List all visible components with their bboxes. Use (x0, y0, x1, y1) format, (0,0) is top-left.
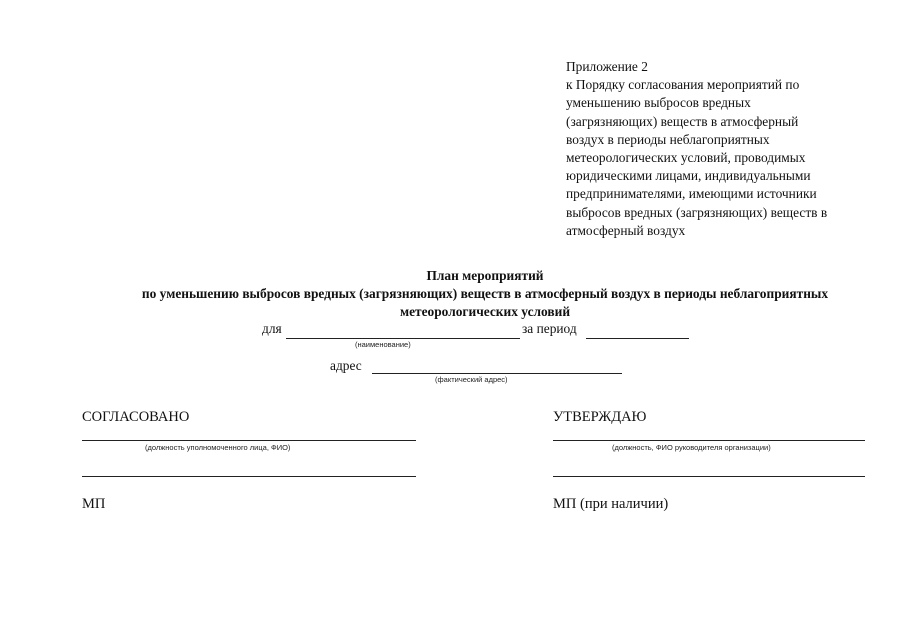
appendix-block (566, 58, 866, 240)
agreed-position-field[interactable] (82, 440, 416, 441)
appendix-line: метеорологических условий, проводимых (566, 150, 806, 166)
approved-position-caption: (должность, ФИО руководителя организации) (612, 443, 771, 452)
appendix-line: юридическими лицами, индивидуальными (566, 168, 811, 184)
appendix-line: воздух в периоды неблагоприятных (566, 131, 770, 147)
document-title-line-2: по уменьшению выбросов вредных (загрязняющих) веществ в атмосферный воздух в периоды неблагоприятных (141, 286, 829, 301)
organization-name-caption: (наименование) (355, 340, 411, 349)
appendix-line: уменьшению выбросов вредных (566, 95, 751, 111)
period-field[interactable] (586, 338, 689, 339)
appendix-line: Приложение 2 (566, 59, 648, 74)
document-title: План мероприятий (426, 268, 544, 283)
period-label: за период (522, 321, 577, 336)
address-label: адрес (330, 358, 362, 373)
appendix-line: к Порядку согласования мероприятий по (566, 77, 800, 93)
appendix-line: атмосферный воздух (566, 222, 686, 238)
organization-name-field[interactable] (286, 338, 520, 339)
approved-stamp-label: МП (при наличии) (553, 496, 669, 512)
for-label: для (262, 321, 282, 336)
agreed-position-caption: (должность уполномоченного лица, ФИО) (145, 443, 291, 452)
agreed-stamp-label: МП (82, 496, 106, 512)
agreed-signature-field[interactable] (82, 476, 416, 477)
appendix-line: предпринимателями, имеющими источники (566, 186, 817, 202)
document-title-line-3: метеорологических условий (399, 304, 571, 319)
agreed-heading: СОГЛАСОВАНО (82, 409, 190, 425)
approved-signature-field[interactable] (553, 476, 865, 477)
address-field[interactable] (372, 373, 622, 374)
approved-heading: УТВЕРЖДАЮ (553, 409, 647, 425)
approved-position-field[interactable] (553, 440, 865, 441)
appendix-line: выбросов вредных (загрязняющих) веществ в (566, 204, 828, 220)
address-caption: (фактический адрес) (435, 375, 508, 384)
appendix-line: (загрязняющих) веществ в атмосферный (566, 113, 799, 129)
